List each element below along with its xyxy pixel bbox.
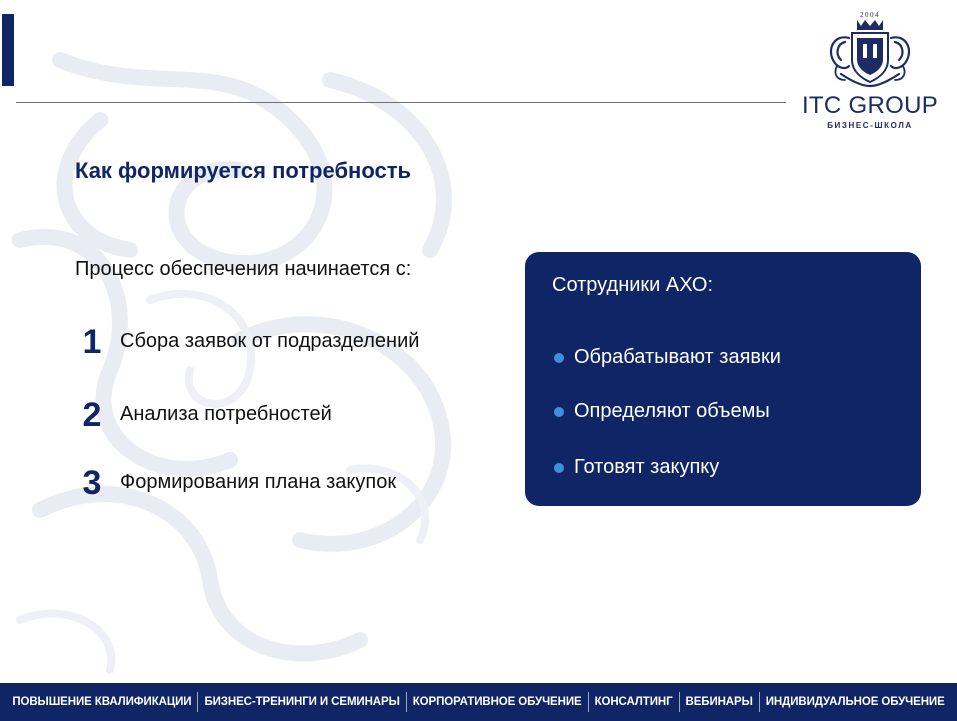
panel-item-text: Определяют объемы [574, 400, 770, 422]
step-text: Формирования плана закупок [120, 471, 397, 493]
panel-title: Сотрудники АХО: [552, 274, 714, 296]
footer-item-webinars[interactable]: ВЕБИНАРЫ [685, 696, 753, 708]
logo-name: ITC GROUP [801, 92, 939, 119]
intro-text: Процесс обеспечения начинается с: [75, 258, 412, 280]
panel-item-text: Обрабатывают заявки [574, 346, 781, 368]
step-number: 1 [82, 323, 102, 361]
aho-staff-panel [525, 252, 921, 506]
panel-item-text: Готовят закупку [574, 456, 720, 478]
step-number: 2 [82, 396, 102, 434]
footer-item-trainings[interactable]: БИЗНЕС-ТРЕНИНГИ И СЕМИНАРЫ [204, 696, 400, 708]
crest-icon [819, 8, 921, 90]
dot-bullet-icon [554, 407, 564, 417]
dot-bullet-icon [554, 463, 564, 473]
footer-item-qualification[interactable]: ПОВЫШЕНИЕ КВАЛИФИКАЦИИ [12, 696, 192, 708]
step-text: Сбора заявок от подразделений [120, 330, 420, 352]
left-accent-bar [2, 14, 14, 86]
dot-bullet-icon [554, 353, 564, 363]
step-number: 3 [82, 464, 102, 502]
header-divider [16, 102, 786, 103]
logo-subtitle: БИЗНЕС-ШКОЛА [827, 121, 913, 130]
footer-bar [0, 683, 957, 721]
footer-item-individual[interactable]: ИНДИВИДУАЛЬНОЕ ОБУЧЕНИЕ [765, 696, 945, 708]
footer-item-consulting[interactable]: КОНСАЛТИНГ [594, 696, 673, 708]
logo-year: 2004 [860, 11, 880, 19]
slide-title: Как формируется потребность [75, 158, 412, 183]
itc-group-logo [797, 8, 943, 133]
step-text: Анализа потребностей [120, 403, 332, 425]
footer-item-corporate[interactable]: КОРПОРАТИВНОЕ ОБУЧЕНИЕ [412, 696, 582, 708]
